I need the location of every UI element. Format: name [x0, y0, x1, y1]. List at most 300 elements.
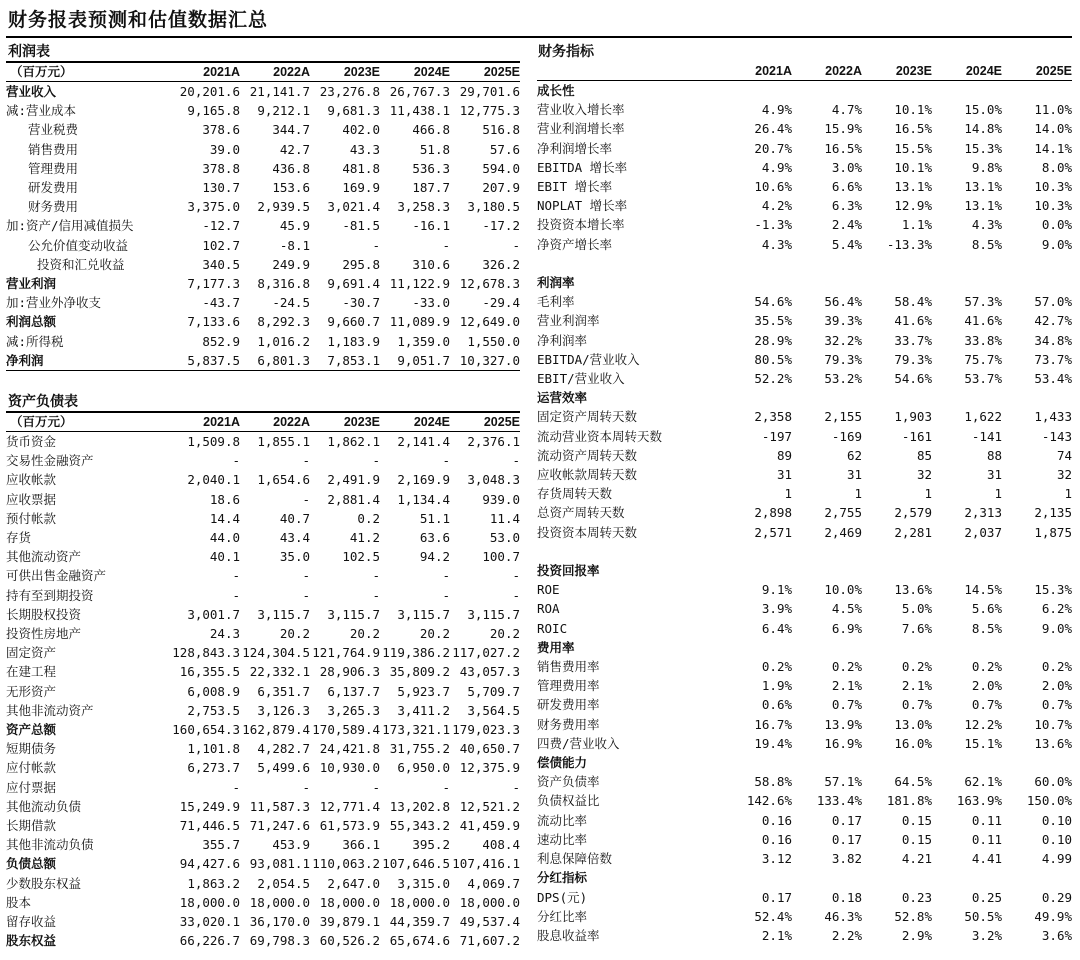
table-row [537, 523, 1072, 542]
cell-value: 57.1% [824, 774, 862, 790]
row-label: 营业税费 [28, 122, 79, 138]
cell-value [932, 273, 1002, 292]
cell-value: 4,282.7 [257, 741, 310, 757]
cell-value: 33.8% [964, 332, 1002, 348]
cell-value [792, 638, 862, 657]
cell-value: 93,081.1 [249, 856, 310, 872]
cell-value: -197 [761, 428, 792, 444]
cell-value: 41.6% [894, 313, 932, 329]
row-label: 销售费用 [28, 141, 79, 157]
cell-value: - [512, 453, 520, 469]
cell-value: 1 [854, 486, 862, 502]
cell-value: 295.8 [342, 256, 380, 272]
cell-value: 207.9 [482, 180, 520, 196]
cell-value: 8,316.8 [257, 276, 310, 292]
cell-value: 3,115.7 [467, 606, 520, 622]
cell-value: 2.2% [831, 927, 862, 943]
cell-value: 9,165.8 [187, 103, 240, 119]
table-row [537, 695, 1072, 714]
cell-value: - [232, 453, 240, 469]
cell-value: -17.2 [482, 218, 520, 234]
cell-value: 142.6% [746, 793, 792, 809]
table-row [537, 311, 1072, 330]
cell-value: 1,863.2 [187, 875, 240, 891]
cell-value: 3.2% [971, 927, 1002, 943]
table-row [6, 528, 520, 547]
row-label: 固定资产 [6, 645, 57, 661]
table-row [537, 907, 1072, 926]
cell-value: 40,650.7 [459, 741, 520, 757]
table-row [6, 451, 520, 470]
table-row [6, 643, 520, 662]
cell-value: 366.1 [342, 837, 380, 853]
table-row [6, 586, 520, 605]
cell-value: 2,313 [964, 505, 1002, 521]
cell-value: 4.21 [901, 851, 932, 867]
cell-value: 3,115.7 [327, 606, 380, 622]
cell-value: 14.8% [964, 121, 1002, 137]
cell-value: 15.5% [894, 140, 932, 156]
cell-value: 1 [1064, 486, 1072, 502]
table-row [6, 797, 520, 816]
cell-value: 94,427.6 [179, 856, 240, 872]
cell-value: -81.5 [342, 218, 380, 234]
cell-value: 378.6 [202, 122, 240, 138]
row-label: 财务费用 [28, 199, 79, 215]
cell-value: 117,027.2 [452, 645, 520, 661]
cell-value: 0.25 [971, 889, 1002, 905]
cell-value: 3.0% [831, 159, 862, 175]
cell-value: 1,862.1 [327, 434, 380, 449]
cell-value: 9.8% [971, 159, 1002, 175]
cell-value: 73.7% [1034, 351, 1072, 367]
cell-value: 75.7% [964, 351, 1002, 367]
row-label: 研发费用 [28, 180, 79, 196]
row-label: 交易性金融资产 [6, 453, 94, 469]
row-label: 流动营业资本周转天数 [537, 428, 663, 444]
year-header: 2022A [792, 62, 862, 81]
year-header: 2021A [722, 62, 792, 81]
cell-value: 54.6% [754, 294, 792, 310]
cell-value: - [372, 453, 380, 469]
year-header: 2025E [450, 63, 520, 82]
cell-value: 0.11 [971, 812, 1002, 828]
table-row [537, 139, 1072, 158]
cell-value: 1.9% [761, 678, 792, 694]
year-header: 2021A [170, 63, 240, 82]
cell-value: 4.5% [831, 601, 862, 617]
cell-value: -13.3% [886, 236, 932, 252]
cell-value: -33.0 [412, 295, 450, 311]
cell-value: 6.4% [761, 620, 792, 636]
table-row [6, 140, 520, 159]
cell-value: 344.7 [272, 122, 310, 138]
cell-value: 1,433 [1034, 409, 1072, 425]
cell-value: 5.0% [901, 601, 932, 617]
row-label: 留存收益 [6, 914, 57, 930]
cell-value: 11.0% [1034, 102, 1072, 118]
cell-value: 35.5% [754, 313, 792, 329]
cell-value: 2.1% [831, 678, 862, 694]
cell-value: 7,853.1 [310, 351, 380, 371]
table-row [6, 293, 520, 312]
cell-value: 3.82 [831, 851, 862, 867]
cell-value: 1,509.8 [187, 434, 240, 449]
row-label: 股息收益率 [537, 927, 600, 943]
cell-value: 60,526.2 [319, 933, 380, 949]
cell-value: 18,000.0 [249, 894, 310, 910]
cell-value: 6,351.7 [257, 683, 310, 699]
cell-value: 163.9% [956, 793, 1002, 809]
cell-value: 169.9 [342, 180, 380, 196]
row-label: 其他流动资产 [6, 549, 82, 565]
cell-value: 173,321.1 [382, 722, 450, 738]
cell-value: 51.8 [419, 141, 450, 157]
cell-value: 0.7% [831, 697, 862, 713]
cell-value: 58.8% [754, 774, 792, 790]
cell-value [722, 638, 792, 657]
row-label: EBITDA/营业收入 [537, 351, 640, 367]
cell-value: 43.3 [349, 141, 380, 157]
header-row [6, 413, 520, 432]
cell-value: 119,386.2 [382, 645, 450, 661]
cell-value: 44.0 [209, 530, 240, 546]
table-row [6, 101, 520, 120]
group-row [537, 868, 1072, 887]
row-label: NOPLAT 增长率 [537, 198, 628, 214]
cell-value: 44,359.7 [389, 914, 450, 930]
cell-value: 4.3% [761, 236, 792, 252]
cell-value: 0.2% [1041, 659, 1072, 675]
cell-value: 43,057.3 [459, 664, 520, 680]
row-label: 负债总额 [6, 856, 57, 872]
cell-value: 0.23 [901, 889, 932, 905]
cell-value: 28.9% [754, 332, 792, 348]
table-row [537, 772, 1072, 791]
row-label: EBIT/营业收入 [537, 371, 625, 387]
header-row [537, 62, 1072, 81]
cell-value: - [512, 237, 520, 253]
cell-value: 150.0% [1026, 793, 1072, 809]
row-label: DPS(元) [537, 889, 588, 905]
row-label: 投资资本周转天数 [537, 524, 638, 540]
cell-value: 21,141.7 [249, 84, 310, 99]
cell-value: 2,898 [754, 505, 792, 521]
cell-value: 58.4% [894, 294, 932, 310]
cell-value: -24.5 [272, 295, 310, 311]
row-label: 应收帐款周转天数 [537, 467, 638, 483]
cell-value: 32.2% [824, 332, 862, 348]
cell-value [1002, 388, 1072, 407]
cell-value: 2.0% [971, 678, 1002, 694]
cell-value [932, 254, 1002, 273]
cell-value: 40.7 [279, 510, 310, 526]
cell-value: 2.4% [831, 217, 862, 233]
cell-value [862, 638, 932, 657]
table-row [537, 676, 1072, 695]
cell-value [862, 542, 932, 561]
cell-value: 124,304.5 [242, 645, 310, 661]
balance-sheet-table [6, 413, 520, 950]
cell-value: 10.3% [1034, 179, 1072, 195]
table-row [537, 734, 1072, 753]
cell-value: 340.5 [202, 256, 240, 272]
cell-value: 18,000.0 [459, 894, 520, 910]
year-header: 2024E [932, 62, 1002, 81]
cell-value: 326.2 [482, 256, 520, 272]
cell-value: 453.9 [272, 837, 310, 853]
cell-value: 9,691.4 [327, 276, 380, 292]
cell-value: 2,753.5 [187, 702, 240, 718]
cell-value: -12.7 [202, 218, 240, 234]
cell-value: 16.0% [894, 735, 932, 751]
cell-value: 10,327.0 [450, 351, 520, 371]
cell-value: 7.6% [901, 620, 932, 636]
cell-value: 3,048.3 [467, 472, 520, 488]
cell-value: 53.7% [964, 371, 1002, 387]
row-label: 持有至到期投资 [6, 587, 94, 603]
row-label: 分红指标 [537, 870, 588, 886]
cell-value: 12,375.9 [459, 760, 520, 776]
cell-value [722, 561, 792, 580]
cell-value: 13.1% [894, 179, 932, 195]
cell-value: 6,801.3 [240, 351, 310, 371]
cell-value [722, 273, 792, 292]
group-row [537, 81, 1072, 101]
row-label: 利息保障倍数 [537, 851, 613, 867]
cell-value: 53.4% [1034, 371, 1072, 387]
cell-value: 71,607.2 [459, 933, 520, 949]
cell-value: 20.2 [349, 626, 380, 642]
table-row [6, 255, 520, 274]
financial-ratios-table [537, 62, 1072, 945]
table-row [6, 778, 520, 797]
cell-value: 1,875 [1034, 524, 1072, 540]
table-row [537, 465, 1072, 484]
cell-value: 594.0 [482, 160, 520, 176]
cell-value: 12,771.4 [319, 798, 380, 814]
table-row [6, 605, 520, 624]
cell-value [932, 868, 1002, 887]
cell-value: 65,674.6 [389, 933, 450, 949]
cell-value: 0.17 [831, 831, 862, 847]
table-row [6, 159, 520, 178]
row-label: 固定资产周转天数 [537, 409, 638, 425]
cell-value [1002, 254, 1072, 273]
cell-value: 2,169.9 [397, 472, 450, 488]
cell-value: -161 [901, 428, 932, 444]
cell-value: 42.7% [1034, 313, 1072, 329]
row-label: 速动比率 [537, 831, 588, 847]
cell-value: 11,122.9 [389, 276, 450, 292]
row-label: 投资资本增长率 [537, 217, 625, 233]
cell-value: -30.7 [342, 295, 380, 311]
cell-value: - [442, 779, 450, 795]
cell-value: 39.3% [824, 313, 862, 329]
cell-value: 7,133.6 [187, 314, 240, 330]
cell-value: 0.15 [901, 812, 932, 828]
table-row [537, 791, 1072, 810]
cell-value [932, 388, 1002, 407]
cell-value: 12.2% [964, 716, 1002, 732]
cell-value [722, 868, 792, 887]
cell-value: 153.6 [272, 180, 310, 196]
cell-value: -169 [831, 428, 862, 444]
cell-value: 5.6% [971, 601, 1002, 617]
cell-value [792, 388, 862, 407]
cell-value [722, 254, 792, 273]
cell-value: 3,564.5 [467, 702, 520, 718]
cell-value: 31 [846, 467, 862, 483]
cell-value: 34.8% [1034, 332, 1072, 348]
table-row [537, 196, 1072, 215]
cell-value: 31,755.2 [389, 741, 450, 757]
cell-value: 1 [994, 486, 1002, 502]
cell-value: 49,537.4 [459, 914, 520, 930]
cell-value: 1,903 [894, 409, 932, 425]
cell-value [1002, 868, 1072, 887]
table-row [6, 432, 520, 452]
cell-value: 3,126.3 [257, 702, 310, 718]
cell-value: 52.4% [754, 908, 792, 924]
cell-value: -43.7 [202, 295, 240, 311]
cell-value: 187.7 [412, 180, 450, 196]
cell-value: 130.7 [202, 180, 240, 196]
cell-value: 14.0% [1034, 121, 1072, 137]
table-row [537, 580, 1072, 599]
table-row [6, 566, 520, 585]
cell-value: 2,579 [894, 505, 932, 521]
cell-value: 939.0 [482, 491, 520, 507]
cell-value: 79.3% [824, 351, 862, 367]
cell-value: 18,000.0 [179, 894, 240, 910]
group-row [537, 753, 1072, 772]
cell-value: 1,622 [964, 409, 1002, 425]
cell-value: 40.1 [209, 549, 240, 565]
cell-value: 1,550.0 [467, 333, 520, 349]
cell-value: 9,212.1 [257, 103, 310, 119]
cell-value [722, 81, 792, 101]
table-row [6, 758, 520, 777]
cell-value: 10.7% [1034, 716, 1072, 732]
table-row [537, 811, 1072, 830]
table-row [6, 701, 520, 720]
cell-value: 4.3% [971, 217, 1002, 233]
cell-value: 3.12 [761, 851, 792, 867]
table-row [537, 235, 1072, 254]
cell-value: 5,837.5 [170, 351, 240, 371]
cell-value: 56.4% [824, 294, 862, 310]
table-row [6, 816, 520, 835]
cell-value: 2,647.0 [327, 875, 380, 891]
cell-value: 12,649.0 [459, 314, 520, 330]
cell-value: 10.1% [894, 102, 932, 118]
row-label: 其他流动负债 [6, 798, 82, 814]
table-row [537, 407, 1072, 426]
cell-value: 181.8% [886, 793, 932, 809]
cell-value: 9,051.7 [380, 351, 450, 371]
table-row [6, 216, 520, 235]
cell-value [862, 273, 932, 292]
cell-value: 2,491.9 [327, 472, 380, 488]
cell-value: 310.6 [412, 256, 450, 272]
cell-value: 2,469 [824, 524, 862, 540]
row-label: 投资回报率 [537, 563, 600, 579]
table-row [6, 893, 520, 912]
cell-value: 20.2 [489, 626, 520, 642]
unit-label: （百万元） [6, 413, 170, 432]
cell-value: 3,021.4 [327, 199, 380, 215]
cell-value: 3,115.7 [257, 606, 310, 622]
cell-value: 102.5 [342, 549, 380, 565]
table-row [6, 470, 520, 489]
row-label: 研发费用率 [537, 697, 600, 713]
cell-value: 10.1% [894, 159, 932, 175]
cell-value: 102.7 [202, 237, 240, 253]
table-row [6, 197, 520, 216]
cell-value: 2,571 [754, 524, 792, 540]
table-row [537, 503, 1072, 522]
cell-value: -8.1 [279, 237, 310, 253]
cell-value: 20.2 [419, 626, 450, 642]
row-label: 长期股权投资 [6, 606, 82, 622]
cell-value: 54.6% [894, 371, 932, 387]
cell-value: 536.3 [412, 160, 450, 176]
row-label: 资产总额 [6, 722, 57, 738]
row-label: 偿债能力 [537, 755, 588, 771]
cell-value: 0.2% [831, 659, 862, 675]
unit-label: （百万元） [6, 63, 170, 82]
table-row [537, 926, 1072, 945]
ratios-section-title: 财务指标 [538, 44, 594, 60]
cell-value: 13,202.8 [389, 798, 450, 814]
cell-value: 516.8 [482, 122, 520, 138]
year-header: 2024E [380, 63, 450, 82]
cell-value [792, 561, 862, 580]
cell-value: 0.7% [971, 697, 1002, 713]
cell-value: 71,247.6 [249, 818, 310, 834]
cell-value: 6.3% [831, 198, 862, 214]
cell-value [722, 388, 792, 407]
unit-label [537, 62, 722, 81]
cell-value: 4.2% [761, 198, 792, 214]
group-row [537, 561, 1072, 580]
cell-value: 13.9% [824, 716, 862, 732]
cell-value: 3.9% [761, 601, 792, 617]
row-label [537, 254, 722, 273]
cell-value: 26,767.3 [389, 84, 450, 99]
cell-value: 2.1% [761, 927, 792, 943]
cell-value: 29,701.6 [459, 84, 520, 99]
cell-value: -1.3% [754, 217, 792, 233]
cell-value: 7,177.3 [187, 276, 240, 292]
table-row [6, 854, 520, 873]
cell-value: 6.9% [831, 620, 862, 636]
income-statement-table [6, 63, 520, 371]
row-label: EBITDA 增长率 [537, 159, 628, 175]
table-row [537, 427, 1072, 446]
cell-value: 20.7% [754, 140, 792, 156]
cell-value: - [302, 453, 310, 469]
table-row [6, 236, 520, 255]
cell-value: 3,115.7 [397, 606, 450, 622]
table-row [6, 120, 520, 139]
cell-value: 249.9 [272, 256, 310, 272]
cell-value [932, 542, 1002, 561]
balance-section-title: 资产负债表 [8, 394, 78, 410]
cell-value: 20.2 [279, 626, 310, 642]
cell-value: 63.6 [419, 530, 450, 546]
